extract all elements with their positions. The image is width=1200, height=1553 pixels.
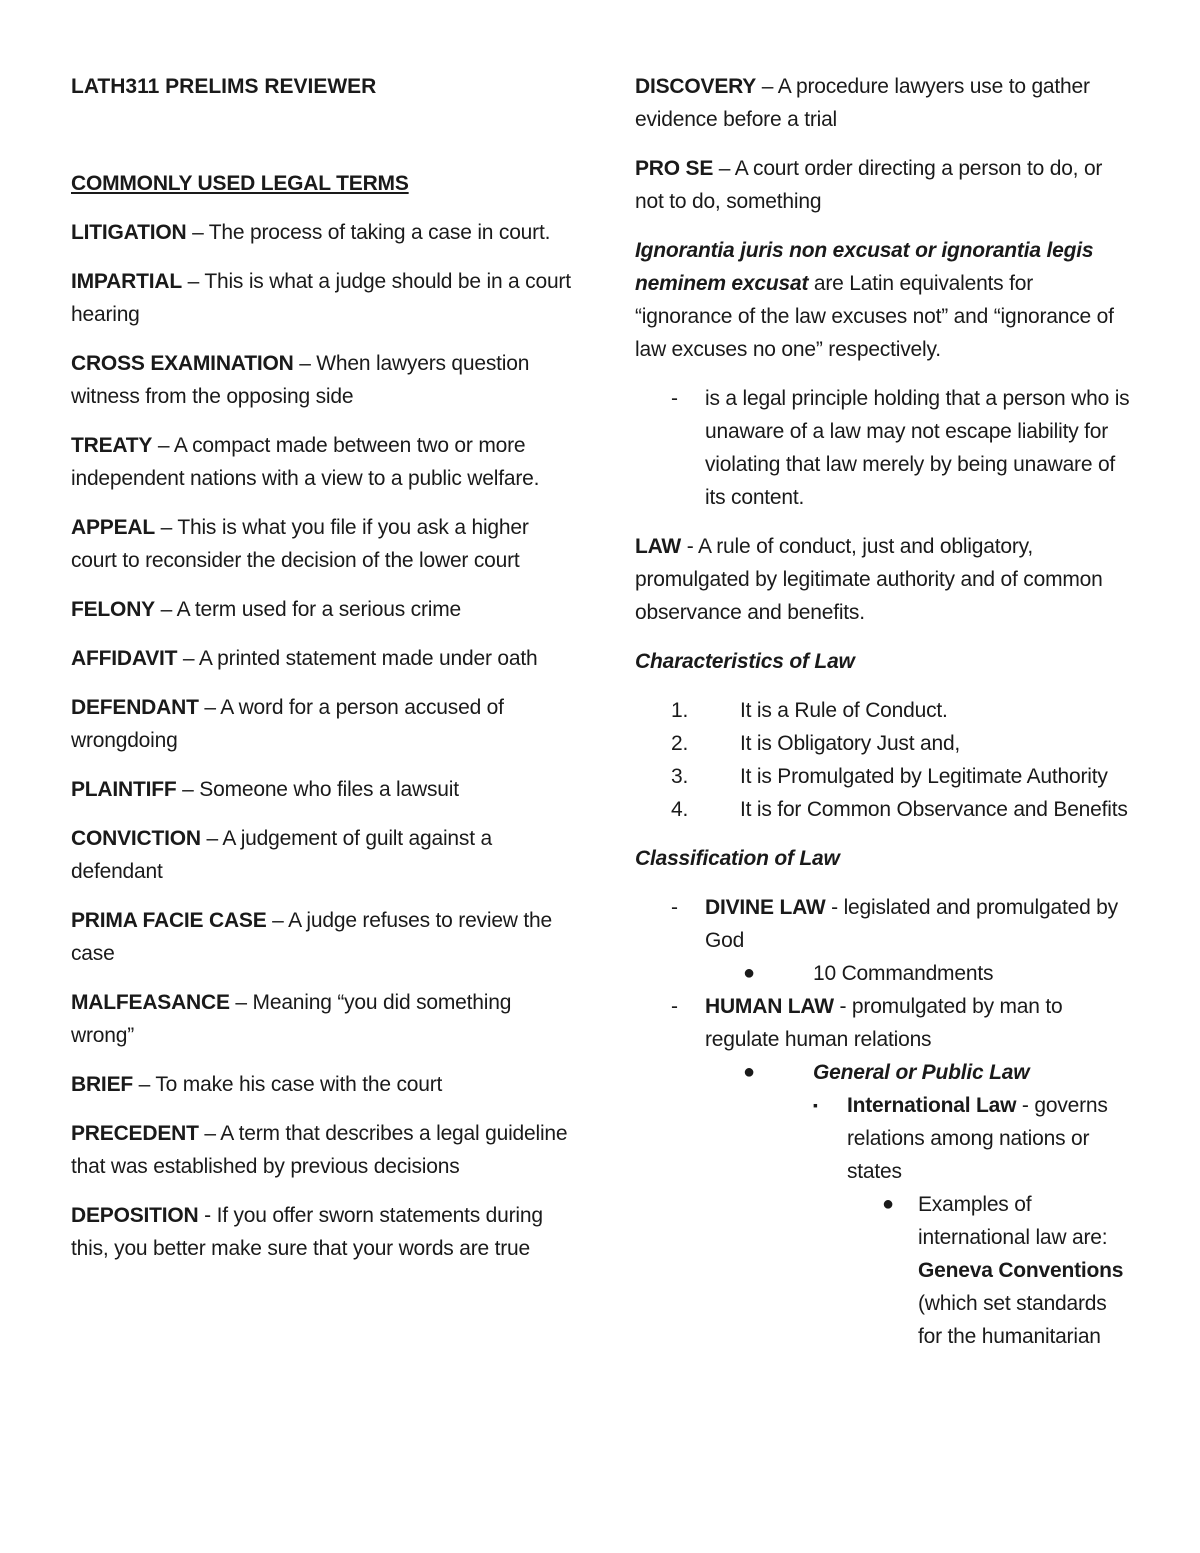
note-text: is a legal principle holding that a person who is unaware of a law may not escape liability for violating that law merely by being unaware of its content. (705, 387, 1130, 509)
classification-list (635, 891, 1135, 1353)
bullet-marker: ● (743, 962, 755, 984)
list-number: 3. (671, 765, 689, 788)
term-name: AFFIDAVIT (71, 647, 178, 670)
term-entry (71, 1199, 571, 1265)
term-definition: – A compact made between two or more independent nations with a view to a public welfare. (71, 434, 540, 490)
term-definition: - promulgated by man to regulate human relations (705, 995, 1063, 1051)
square-bullet-marker: ▪ (813, 1097, 818, 1113)
section-heading: COMMONLY USED LEGAL TERMS (71, 172, 409, 195)
right-column (635, 70, 1135, 1353)
term-entry (71, 986, 571, 1052)
general-law-item (635, 1056, 1135, 1089)
term-entry (71, 691, 571, 757)
term-entry (71, 642, 571, 675)
term-definition: – A procedure lawyers use to gather evidence before a trial (635, 75, 1090, 131)
international-law-examples (635, 1188, 1135, 1353)
general-law-label: General or Public Law (813, 1061, 1030, 1084)
term-name: CONVICTION (71, 827, 201, 850)
dash-marker: - (671, 387, 678, 410)
term-name: PRO SE (635, 157, 714, 180)
term-name: PRIMA FACIE CASE (71, 909, 267, 932)
term-definition: – Meaning “you did something wrong” (71, 991, 512, 1047)
term-entry (71, 822, 571, 888)
term-name: HUMAN LAW (705, 995, 834, 1018)
characteristics-list (635, 694, 1135, 826)
term-entry (71, 593, 571, 626)
term-definition: – When lawyers question witness from the opposing side (71, 352, 530, 408)
term-entry (71, 347, 571, 413)
term-entry (635, 152, 1135, 218)
term-definition: – A term used for a serious crime (154, 598, 461, 621)
law-definition (635, 530, 1135, 629)
term-definition: - legislated and promulgated by God (705, 896, 1118, 952)
term-definition: – A word for a person accused of wrongdoing (71, 696, 504, 752)
term-name: IMPARTIAL (71, 270, 182, 293)
term-definition: - governs relations among nations or states (847, 1094, 1108, 1183)
term-entry (71, 1117, 571, 1183)
term-definition: – This is what a judge should be in a court hearing (71, 270, 571, 326)
list-text: It is a Rule of Conduct. (740, 699, 948, 722)
term-name: PRECEDENT (71, 1122, 199, 1145)
term-entry (71, 904, 571, 970)
dash-marker: - (671, 896, 678, 919)
term-definition: – A judge refuses to review the case (71, 909, 552, 965)
document-title: LATH311 PRELIMS REVIEWER (71, 75, 377, 98)
term-name: FELONY (71, 598, 155, 621)
term-entry (71, 429, 571, 495)
term-name: TREATY (71, 434, 153, 457)
term-definition: – The process of taking a case in court. (186, 221, 551, 244)
bullet-marker: ● (743, 1061, 755, 1083)
term-name: CROSS EXAMINATION (71, 352, 294, 375)
term-definition: – A term that describes a legal guideline that was established by previous decisions (71, 1122, 568, 1178)
term-definition: – To make his case with the court (133, 1073, 443, 1096)
term-definition: – A printed statement made under oath (177, 647, 538, 670)
term-entry (71, 265, 571, 331)
term-entry (71, 773, 571, 806)
classification-heading: Classification of Law (635, 847, 840, 870)
list-text: It is for Common Observance and Benefits (740, 798, 1128, 821)
term-name: DIVINE LAW (705, 896, 826, 919)
list-item (635, 760, 1135, 793)
term-definition: - A rule of conduct, just and obligatory, promulgated by legitimate authority and of common observance and benefits. (635, 535, 1103, 624)
list-text: It is Obligatory Just and, (740, 732, 961, 755)
divine-law-item (635, 891, 1135, 957)
example-text: 10 Commandments (813, 962, 994, 985)
ignorantia-paragraph (635, 234, 1135, 366)
list-number: 1. (671, 699, 689, 722)
term-entry (635, 70, 1135, 136)
examples-lead: Examples of international law are: (918, 1193, 1108, 1249)
bullet-marker: ● (882, 1193, 894, 1215)
term-name: DEPOSITION (71, 1204, 199, 1227)
international-law-item (635, 1089, 1135, 1188)
list-number: 2. (671, 732, 689, 755)
term-name: APPEAL (71, 516, 155, 539)
latin-maxim: Ignorantia juris non excusat or ignorantia legis neminem excusat (635, 239, 1094, 295)
term-entry (71, 1068, 571, 1101)
term-definition: – This is what you file if you ask a higher court to reconsider the decision of the lower court (71, 516, 529, 572)
divine-law-example (635, 957, 1135, 990)
dash-marker: - (671, 995, 678, 1018)
term-definition: – Someone who files a lawsuit (176, 778, 459, 801)
term-name: BRIEF (71, 1073, 134, 1096)
characteristics-heading: Characteristics of Law (635, 650, 855, 673)
term-name: MALFEASANCE (71, 991, 230, 1014)
examples-rest: (which set standards for the humanitarian (918, 1292, 1107, 1348)
list-item (635, 694, 1135, 727)
term-name: DISCOVERY (635, 75, 757, 98)
latin-maxim-translation: are Latin equivalents for “ignorance of the law excuses not” and “ignorance of law excuses no one” respectively. (635, 272, 1114, 361)
term-entry (71, 216, 571, 249)
term-name: LAW (635, 535, 682, 558)
term-name: LITIGATION (71, 221, 187, 244)
term-definition: – A judgement of guilt against a defendant (71, 827, 492, 883)
term-definition: - If you offer sworn statements during this, you better make sure that your words are true (71, 1204, 543, 1260)
term-entry (71, 511, 571, 577)
term-name: DEFENDANT (71, 696, 199, 719)
ignorantia-note (635, 382, 1135, 514)
list-item (635, 793, 1135, 826)
list-item (635, 727, 1135, 760)
examples-bold: Geneva Conventions (918, 1259, 1124, 1282)
left-column (71, 70, 571, 1281)
list-number: 4. (671, 798, 689, 821)
term-name: International Law (847, 1094, 1017, 1117)
term-definition: – A court order directing a person to do, or not to do, something (635, 157, 1103, 213)
term-name: PLAINTIFF (71, 778, 177, 801)
human-law-item (635, 990, 1135, 1056)
list-text: It is Promulgated by Legitimate Authority (740, 765, 1108, 788)
